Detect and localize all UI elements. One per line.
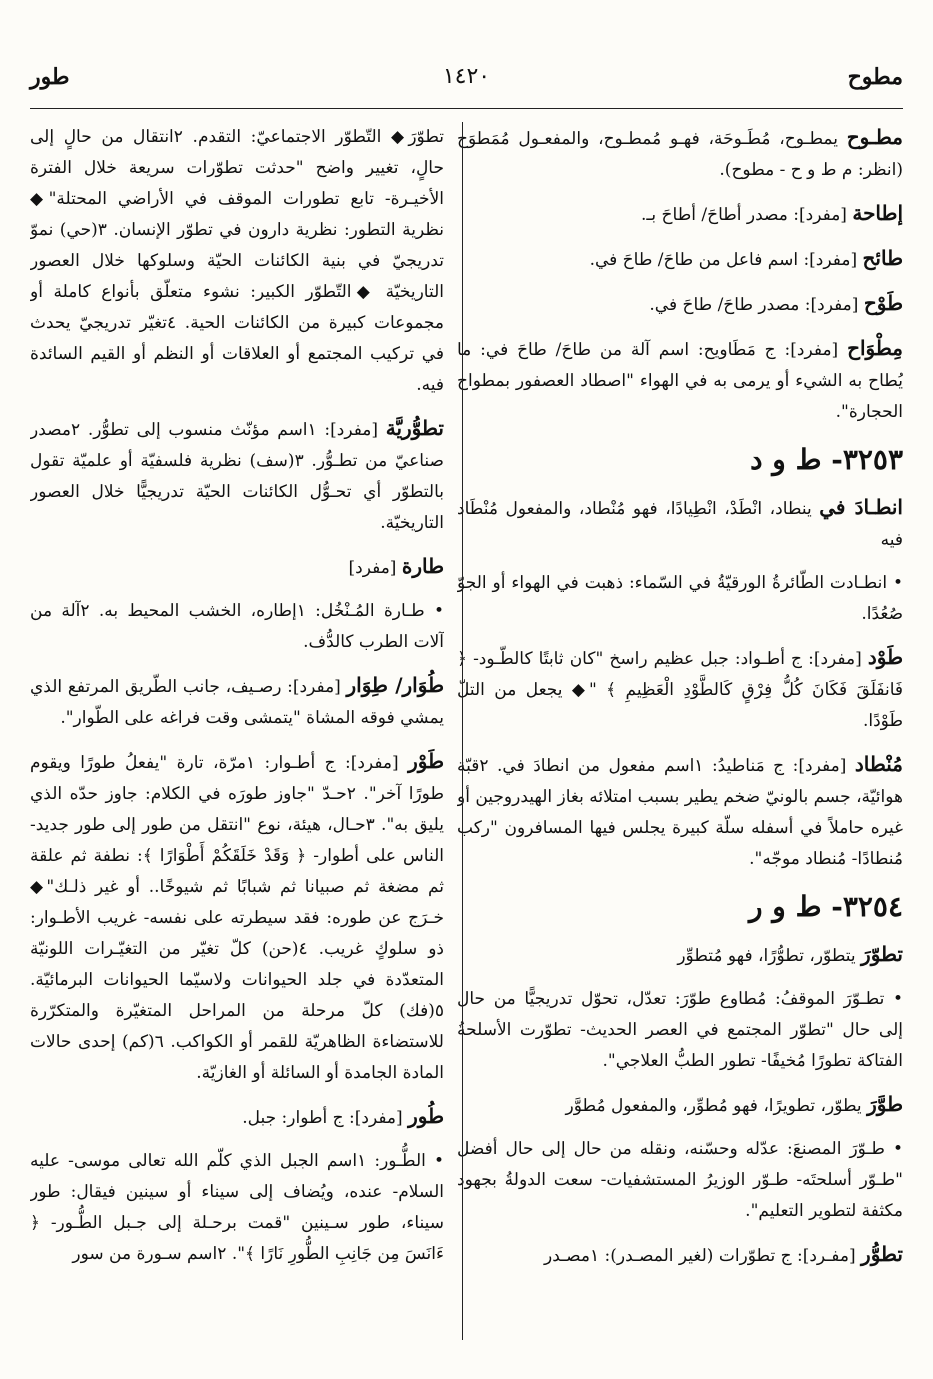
entry-definition: [مفرد]: رصـيف، جانب الطّريق المرتفع الذي يمشي فوقه المشاة "يتمشى وقت فراغه على الطّوار". bbox=[30, 677, 444, 728]
entry-definition: [مفرد] bbox=[348, 558, 402, 578]
entry-headword: إطاحة bbox=[852, 201, 903, 225]
dictionary-entry bbox=[457, 642, 903, 737]
entry-headword: طائح bbox=[862, 246, 903, 270]
entry-headword: طَوْد bbox=[867, 645, 903, 669]
entry-definition: يمطـوح، مُطَـوحَة، فهـو مُمطـوح، والمفعـول مُمَطوَح (انظر: م ط و ح - مطوح). bbox=[457, 129, 903, 180]
entry-definition: [مفرد]: اسم فاعل من طاحَ/ طاحَ في. bbox=[589, 250, 863, 270]
dictionary-entry bbox=[457, 243, 903, 276]
entry-definition: [مفرد]: ج أطـوار: ١مرّة، تارة "يفعلُ طورًا ويقوم طورًا آخر". ٢حـدّ "جاوز طورَه في الكلام: جاوز حدّه الذي يليق به". ٣حـال، هيئة، نوع "انتقل من طور إلى طور جديد- الناس على أطوار- ﴿ وَقَدْ خَلَقَكُمْ أَطْوَارًا ﴾: نطفة ثم علقة ثم مضغة ثم صبيانا ثم شبابًا ثم شيوخًا.. أو غير ذلـك"◆ خـرَج عن طوره: فقد سيطرته على نفسه- غريب الأطـوار: ذو سلوكٍ غريب. ٤(حن) كلّ تغيّر من التغيّـرات اللونيّة المتعدّدة في جلد الحيوانات ولاسيّما الحيوانات البرمائيّة. ٥(فك) كلّ مرحلة من المراحل المتغيّرة والمتكرّرة للاستضاءة الظاهريّة للقمر أو الكواكب. ٦(كم) إحدى حالات المادة الجامدة أو السائلة أو الغازيّة. bbox=[30, 753, 444, 1083]
entry-headword: تطوُّريَّة bbox=[385, 416, 444, 440]
dictionary-entry bbox=[457, 1089, 903, 1122]
entry-definition: يطوّر، تطويرًا، فهو مُطوِّر، والمفعول مُطوَّر bbox=[565, 1096, 868, 1116]
entry-definition: [مفرد]: ج مَطَاويح: اسم آلة من طاحَ/ طاحَ في: ما يُطاح به الشيء أو يرمى به في الهواء "اصطاد العصفور بمطواح الحجارة". bbox=[457, 340, 903, 422]
root-heading: ٣٢٥٣- ط و د bbox=[750, 443, 903, 476]
entry-sense: تطوّرَ◆ التّطوّر الاجتماعيّ: التقدم. ٢انتقال من حالٍ إلى حالٍ، تغيير واضح "حدثت تطوّرات سريعة خلال الفترة الأخيـرة- تابع تطورات الموقف في الأراضي المحتلة"◆ نظرية التطور: نظرية دارون في تطوّر الإنسان. ٣(حي) نموّ تدريجيّ في بنية الكائنات الحيّة وسلوكها خلال العصور التاريخيّة ◆التّطوّر الكبير: نشوء متعلّق بأنواع كاملة أو مجموعات كبيرة من الكائنات الحية. ٤تغيّر تدريجيّ يحدث في تركيب المجتمع أو العلاقات أو النظم أو القيم السائدة فيه. bbox=[30, 127, 444, 395]
entry-definition: ينطاد، انْطَدْ، انْطِيادًا، فهو مُنْطاد، والمفعول مُنْطَاد فيه bbox=[457, 499, 903, 550]
dictionary-entry bbox=[457, 198, 903, 231]
dictionary-entry bbox=[30, 551, 444, 584]
column-divider bbox=[462, 122, 463, 1340]
entry-definition: [مفرد]: ج أطوار: جبل. bbox=[242, 1108, 409, 1128]
entry-sense: • الطُّـور: ١اسم الجبل الذي كلّم الله تعالى موسى- عليه السلام- عنده، ويُضاف إلى سيناء أو سينين فيقال: طور سيناء، طور سـينين "قمت برحـلة إلى جـبل الطُّـور- ﴿ ءَانَسَ مِن جَانِبِ الطُّورِ نَارًا ﴾". ٢اسم سـورة من سور bbox=[30, 1151, 444, 1264]
entry-definition: يتطوّر، تطوُّرًا، فهو مُتطوِّر bbox=[677, 946, 862, 966]
page-header bbox=[30, 58, 903, 109]
dictionary-entry bbox=[457, 122, 903, 186]
entry-headword: طَوْح bbox=[863, 291, 903, 315]
page-number: ١٤٢٠ bbox=[442, 64, 491, 89]
dictionary-entry bbox=[457, 749, 903, 875]
dictionary-entry bbox=[457, 492, 903, 556]
entry-headword: طوَّرَ bbox=[867, 1092, 903, 1116]
entry-definition: [مفـرد]: ج تطوّرات (لغير المصـدر): ١مصـدر bbox=[544, 1246, 862, 1266]
entry-headword: تطوّرَ bbox=[861, 942, 903, 966]
root-heading: ٣٢٥٤- ط و ر bbox=[749, 890, 903, 923]
dictionary-entry bbox=[30, 1101, 444, 1134]
dictionary-entry bbox=[457, 1239, 903, 1272]
entry-headword: طارة bbox=[401, 554, 444, 578]
dictionary-entry bbox=[30, 746, 444, 1089]
entry-headword: طُور bbox=[408, 1104, 444, 1128]
header-first-word: مطوح bbox=[847, 64, 903, 90]
entry-definition: [مفرد]: ج مَناطيدُ: ١اسم مفعول من انطادَ في. ٢قبّة هوائيّة، جسم بالونيّ ضخم يطير بسبب امتلائه بغاز الهيدروجين أو غيره حاملاً في أسفله سلّة كبيرة يجلس فيها المسافرون "ركب مُنطادًا- مُنطاد موجّه". bbox=[457, 756, 903, 869]
entry-headword: طَوْر bbox=[408, 749, 444, 773]
dictionary-entry bbox=[457, 939, 903, 972]
entry-sense: • تطـوّرَ الموقفُ: مُطاوع طوّرَ: تعدّل، تحوّل تدريجيًّا من حال إلى حال "تطوّر المجتمع في العصر الحديث- تطوّرت الأسلحةُ الفتاكة تطورًا مُخيفًا- تطور الطبُّ العلاجي". bbox=[457, 989, 903, 1071]
entry-definition: [مفرد]: ج أطـواد: جبل عظيم راسخ "كان ثابتًا كالطّـود- ﴿ فَانفَلَقَ فَكَانَ كُلُّ فِرْقٍ كَالطَّوْدِ الْعَظِيمِ ﴾ "◆ يجعل من التلّ طَوْدًا. bbox=[457, 649, 903, 731]
dictionary-entry bbox=[457, 333, 903, 428]
left-column bbox=[30, 122, 444, 1359]
right-column bbox=[457, 122, 903, 1359]
entry-headword: طُوَار/ طِوَار bbox=[346, 673, 444, 697]
entry-headword: مطـوح bbox=[846, 125, 903, 149]
dictionary-entry bbox=[457, 288, 903, 321]
header-last-word: طور bbox=[30, 64, 70, 90]
entry-sense: • طـوّرَ المصنعَ: عدّله وحسّنه، ونقله من حال إلى حال أفضل "طـوّر أسلحتَه- طـوّر الوزيرُ المستشفيات- سعت الدولةُ بجهود مكثفة لتطوير التعليم". bbox=[457, 1139, 903, 1221]
entry-definition: [مفرد]: مصدر أطاحَ/ أطاحَ بـ. bbox=[641, 205, 853, 225]
entry-sense: • طـارة المُـنْخُل: ١إطاره، الخشب المحيط به. ٢آلة من آلات الطرب كالدُّف. bbox=[30, 601, 444, 652]
entry-headword: مِطْوَاح bbox=[847, 336, 903, 360]
entry-headword: انطـادَ في bbox=[819, 495, 903, 519]
entry-definition: [مفرد]: ١اسم مؤنّث منسوب إلى تطوُّر. ٢مصدر صناعيّ من تطـوُّر. ٣(سف) نظرية فلسفيّة أو علميّة تقول بالتطوّر أي تحـوُّل الكائنات الحيّة تدريجيًّا خلال العصور التاريخيّة. bbox=[30, 420, 444, 533]
dictionary-entry bbox=[30, 670, 444, 734]
entry-headword: مُنْطاد bbox=[854, 752, 903, 776]
entry-definition: [مفرد]: مصدر طاحَ/ طاحَ في. bbox=[649, 295, 864, 315]
entry-sense: • انطـادت الطّائرةُ الورقيّةُ في السّماء: ذهبت في الهواء أو الجوّ صُعُدًا. bbox=[457, 573, 903, 624]
entry-headword: تطوُّر bbox=[861, 1242, 903, 1266]
dictionary-entry bbox=[30, 413, 444, 539]
